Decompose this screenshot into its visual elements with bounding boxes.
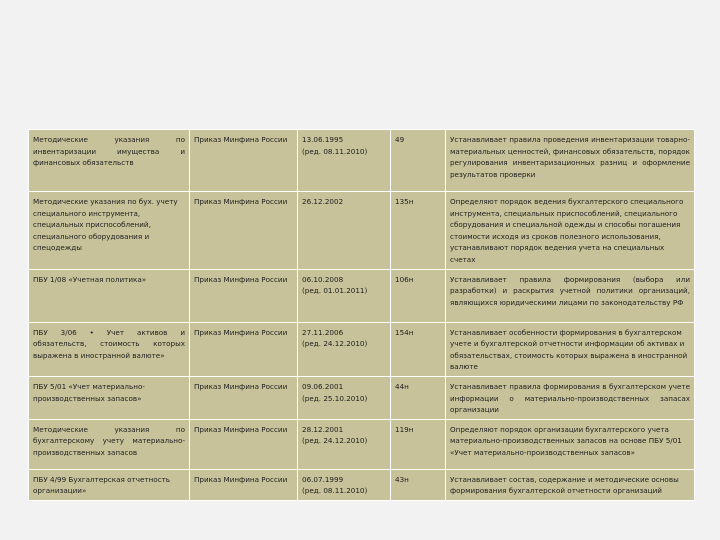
document-cell: Методические указания по инвентаризации имущества и финансовых обязательств [29,130,190,192]
edition-value: (ред. 08.11.2010) [302,486,368,496]
issuer-cell: Приказ Минфина России [190,192,298,270]
edition-value: (ред. 24.12.2010) [302,339,368,349]
issuer-cell: Приказ Минфина России [190,376,298,419]
document-cell: Методические указания по бух. учету специального инструмента, специальных приспособлений, специального оборудования и спецодежды [29,192,190,270]
number-cell: 106н [391,269,446,322]
date-value: 28.12.2001 [302,424,344,434]
date-cell [298,269,391,322]
date-value: 13.06.1995 [302,135,344,144]
description-cell: Устанавливает правила формирования (выбора или разработки) и раскрытия учетной политики организаций, являющихся юридическими лицами по законодательству РФ [446,269,695,322]
table-row [29,469,695,500]
date-value: 06.10.2008 [302,274,344,284]
issuer-cell: Приказ Минфина России [190,469,298,500]
date-cell [298,376,391,419]
description-cell: Устанавливает особенности формирования в бухгалтерском учете и бухгалтерской отчетности информации об активах и обязательствах, стоимость которых выражена в иностранной валюте [446,322,695,376]
date-cell [298,322,391,376]
issuer-cell: Приказ Минфина России [190,419,298,469]
number-cell: 135н [391,192,446,270]
date-value: 09.06.2001 [302,381,344,391]
table-row [29,130,695,192]
edition-value: (ред. 08.11.2010) [302,146,368,156]
document-cell: ПБУ 5/01 «Учет материально-производственных запасов» [29,376,190,419]
date-value: 26.12.2002 [302,197,344,206]
number-cell: 43н [391,469,446,500]
description-cell: Определяют порядок организации бухгалтерского учета материально-производственных запасов на основе ПБУ 5/01 «Учет материально-производственных запасов» [446,419,695,469]
date-value: 06.07.1999 [302,474,344,484]
edition-value: (ред. 25.10.2010) [302,393,368,403]
edition-value: (ред. 01.01.2011) [302,286,368,296]
description-cell: Устанавливает правила формирования в бухгалтерском учете информации о материально-производственных запасах организации [446,376,695,419]
date-cell [298,469,391,500]
regulations-table [28,129,695,501]
date-cell [298,419,391,469]
document-cell: ПБУ 4/99 Бухгалтерская отчетность организации» [29,469,190,500]
table-row [29,322,695,376]
date-cell [298,130,391,192]
document-cell: ПБУ 3/06 • Учет активов и обязательств, стоимость которых выражена в иностранной валюте» [29,322,190,376]
issuer-cell: Приказ Минфина России [190,322,298,376]
issuer-cell: Приказ Минфина России [190,130,298,192]
table-row [29,269,695,322]
table-row [29,192,695,270]
date-cell [298,192,391,270]
issuer-cell: Приказ Минфина России [190,269,298,322]
description-cell: Определяют порядок ведения бухгалтерского специального инструмента, специальных приспособлений, специального сборудования и специальной одежды и способы погашения стоимости исходя из сроков полезного использования, устанавливают порядок ведения учета на специальных счетах [446,192,695,270]
document-cell: Методические указания по бухгалтерскому учету материально-производственных запасов [29,419,190,469]
number-cell: 44н [391,376,446,419]
table-row [29,376,695,419]
edition-value: (ред. 24.12.2010) [302,436,368,446]
date-value: 27.11.2006 [302,327,344,337]
number-cell: 154н [391,322,446,376]
description-cell: Устанавливает правила проведения инвентаризации товарно-материальных ценностей, финансовых обязательств, порядок регулирования инвентаризационных разниц и оформление результатов проверки [446,130,695,192]
table-row [29,419,695,469]
number-cell: 119н [391,419,446,469]
description-cell: Устанавливает состав, содержание и методические основы формирования бухгалтерской отчетности организаций [446,469,695,500]
document-cell: ПБУ 1/08 «Учетная политика» [29,269,190,322]
number-cell: 49 [391,130,446,192]
